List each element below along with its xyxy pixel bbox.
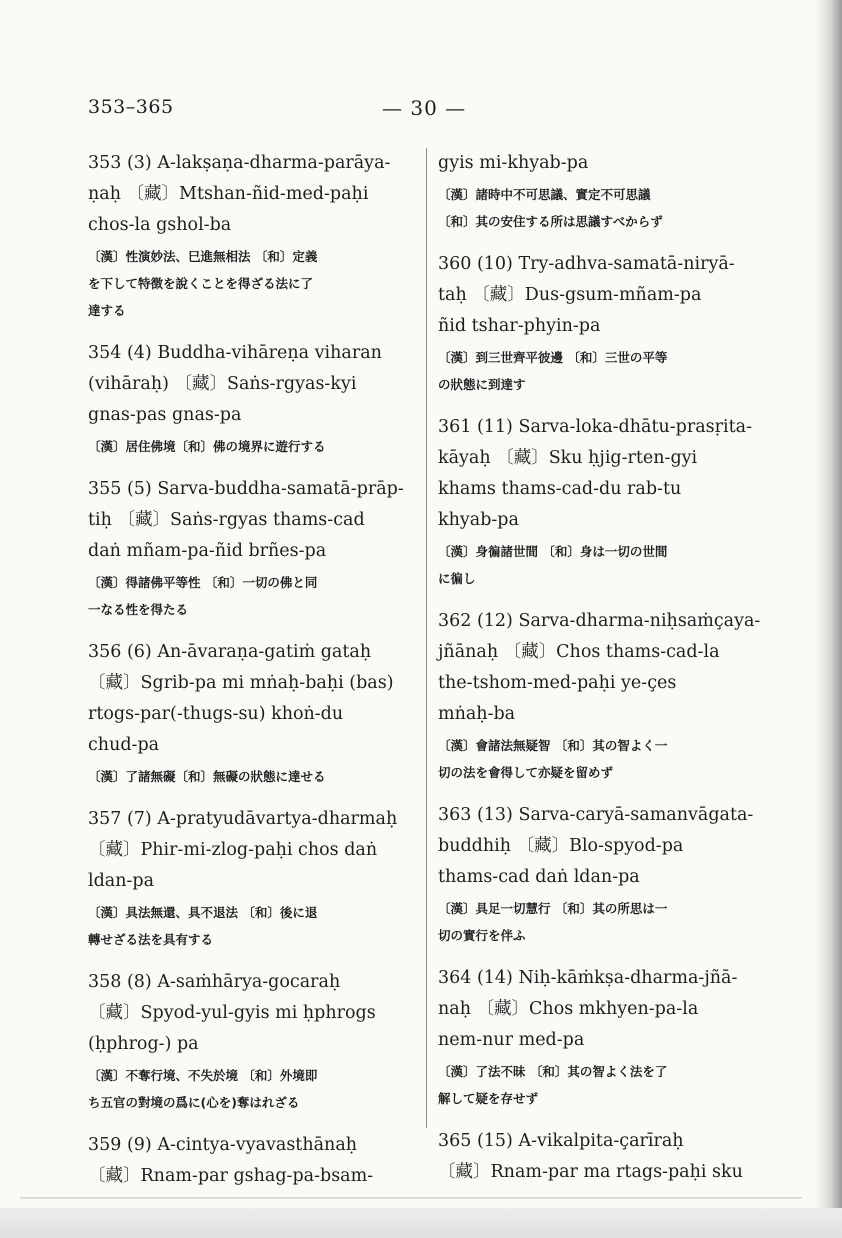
- entry-notes: 〔漢〕了法不昧 〔和〕其の智よく法を了 解して疑を存せず: [438, 1064, 668, 1106]
- entry-notes: 〔漢〕具法無還、具不退法 〔和〕後に退 轉せざる法を具有する: [88, 905, 318, 947]
- entry-362: [438, 606, 768, 786]
- entry-sanskrit: 364 (14) Niḥ-kāṁkṣa-dharma-jñā- naḥ 〔藏〕Chos mkhyen-pa-la nem-nur med-pa: [438, 968, 738, 1050]
- entry-358: [88, 967, 418, 1116]
- entry-355: [88, 474, 418, 623]
- entry-sanskrit: 359 (9) A-cintya-vyavasthānaḥ 〔藏〕Rnam-par gshag-pa-bsam-: [88, 1135, 374, 1186]
- entry-notes: 〔漢〕不奪行境、不失於境 〔和〕外境即 ち五官の對境の爲に(心を)奪はれざる: [88, 1068, 318, 1110]
- entry-364: [438, 963, 768, 1112]
- entry-sanskrit: 360 (10) Try-adhva-samatā-niryā- taḥ 〔藏〕Dus-gsum-mñam-pa ñid tshar-phyin-pa: [438, 254, 735, 336]
- entry-notes: 〔漢〕居住佛境〔和〕佛の境界に遊行する: [88, 439, 326, 454]
- entry-notes: 〔漢〕會諸法無疑智 〔和〕其の智よく一 切の法を會得して亦疑を留めず: [438, 738, 668, 780]
- entry-360: [438, 249, 768, 398]
- entry-353: [88, 148, 418, 324]
- page-edge-shadow: [816, 0, 842, 1238]
- entry-range-header: 353–365: [88, 96, 174, 118]
- entry-notes: 〔漢〕諸時中不可思議、實定不可思議 〔和〕其の安住する所は思議すべからず: [438, 187, 663, 229]
- entry-notes: 〔漢〕身徧諸世間 〔和〕身は一切の世間 に徧し: [438, 544, 668, 586]
- scan-margin: [0, 1208, 842, 1238]
- entry-357: [88, 804, 418, 953]
- entry-356: [88, 637, 418, 790]
- entry-sanskrit: gyis mi-khyab-pa: [438, 153, 589, 173]
- entry-notes: 〔漢〕到三世齊平彼邊 〔和〕三世の平等 の狀態に到達す: [438, 350, 668, 392]
- entry-354: [88, 338, 418, 460]
- entry-sanskrit: 361 (11) Sarva-loka-dhātu-prasṛita- kāyaḥ 〔藏〕Sku ḥjig-rten-gyi khams thams-cad-du rab-tu khyab-pa: [438, 417, 753, 530]
- entry-notes: 〔漢〕了諸無礙〔和〕無礙の狀態に達せる: [88, 769, 326, 784]
- entry-359: [88, 1130, 418, 1192]
- entry-notes: 〔漢〕具足一切慧行 〔和〕其の所思は一 切の實行を伴ふ: [438, 901, 668, 943]
- entry-sanskrit: 363 (13) Sarva-caryā-samanvāgata- buddhiḥ 〔藏〕Blo-spyod-pa thams-cad daṅ ldan-pa: [438, 805, 754, 887]
- page-number: — 30 —: [382, 96, 467, 120]
- entry-sanskrit: 353 (3) A-lakṣaṇa-dharma-parāya- ṇaḥ 〔藏〕Mtshan-ñid-med-paḥi chos-la gshol-ba: [88, 153, 391, 235]
- entry-365: [438, 1126, 768, 1188]
- entry-361: [438, 412, 768, 592]
- entry-363: [438, 800, 768, 949]
- entry-sanskrit: 362 (12) Sarva-dharma-niḥsaṁçaya- jñānaḥ 〔藏〕Chos thams-cad-la the-tshom-med-paḥi ye-çes mṅaḥ-ba: [438, 611, 761, 724]
- entry-359-continued: [438, 148, 768, 235]
- entry-notes: 〔漢〕性演妙法、巳進無相法 〔和〕定義 を下して特徴を說くことを得ざる法に了 達する: [88, 249, 318, 318]
- entry-sanskrit: 358 (8) A-saṁhārya-gocaraḥ 〔藏〕Spyod-yul-gyis mi ḥphrogs (ḥphrog-) pa: [88, 972, 376, 1054]
- entry-sanskrit: 357 (7) A-pratyudāvartya-dharmaḥ 〔藏〕Phir-mi-zlog-paḥi chos daṅ ldan-pa: [88, 809, 398, 891]
- entry-sanskrit: 355 (5) Sarva-buddha-samatā-prāp- tiḥ 〔藏〕Saṅs-rgyas thams-cad daṅ mñam-pa-ñid brñes-pa: [88, 479, 404, 561]
- column-divider: [426, 148, 427, 1128]
- entry-sanskrit: 356 (6) An-āvaraṇa-gatiṁ gataḥ 〔藏〕Sgrib-pa mi mṅaḥ-baḥi (bas) rtogs-par(-thugs-su) khoṅ-du chud-pa: [88, 642, 394, 755]
- entry-sanskrit: 354 (4) Buddha-vihāreṇa viharan (vihāraḥ) 〔藏〕Saṅs-rgyas-kyi gnas-pas gnas-pa: [88, 343, 382, 425]
- entry-notes: 〔漢〕得諸佛平等性 〔和〕一切の佛と同 一なる性を得たる: [88, 575, 318, 617]
- entry-sanskrit: 365 (15) A-vikalpita-çarīraḥ 〔藏〕Rnam-par ma rtags-paḥi sku: [438, 1131, 743, 1182]
- right-column: [438, 148, 768, 1202]
- left-column: [88, 148, 418, 1206]
